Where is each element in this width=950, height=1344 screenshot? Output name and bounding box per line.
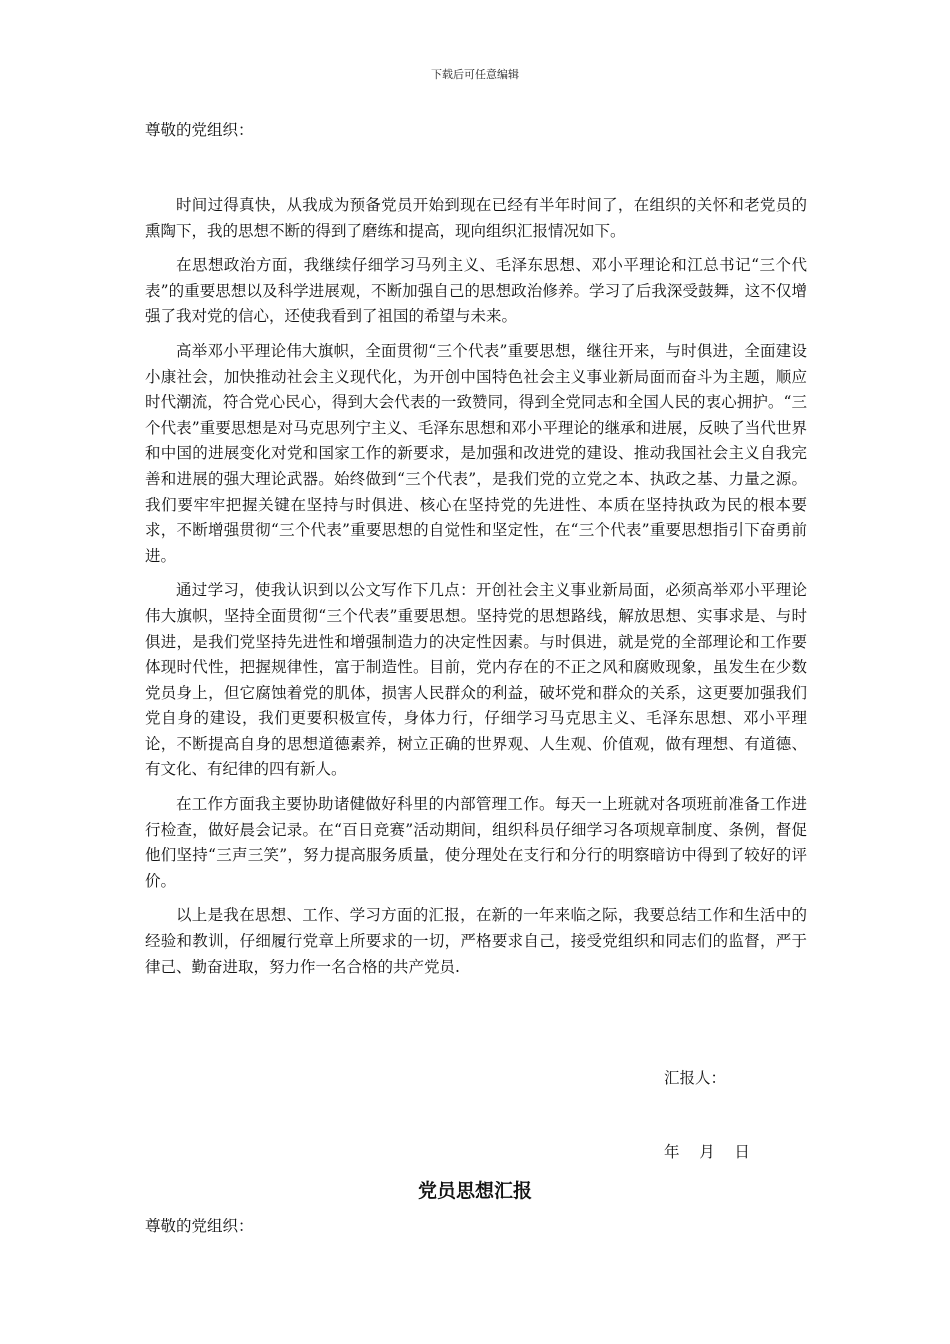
paragraph-3: 高举邓小平理论伟大旗帜，全面贯彻“三个代表”重要思想，继往开来，与时俱进，全面建设小康社会，加快推动社会主义现代化，为开创中国特色社会主义事业新局面而奋斗为主题，顺应时代潮流，符合党心民心，得到大会代表的一致赞同，得到全党同志和全国人民的衷心拥护。“三个代表”重要思想是对马克思列宁主义、毛泽东思想和邓小平理论的继承和进展，反映了当代世界和中国的进展变化对党和国家工作的新要求，是加强和改进党的建设、推动我国社会主义自我完善和进展的强大理论武器。始终做到“三个代表”，是我们党的立党之本、执政之基、力量之源。我们要牢牢把握关键在坚持与时俱进、核心在坚持党的先进性、本质在坚持执政为民的根本要求，不断增强贯彻“三个代表”重要思想的自觉性和坚定性，在“三个代表”重要思想指引下奋勇前进。	[145, 341, 807, 565]
paragraph-4: 通过学习，使我认识到以公文写作下几点：开创社会主义事业新局面，必须高举邓小平理论伟大旗帜，坚持全面贯彻“三个代表”重要思想。坚持党的思想路线，解放思想、实事求是、与时俱进，是我们党坚持先进性和增强制造力的决定性因素。与时俱进，就是党的全部理论和工作要体现时代性，把握规律性，富于制造性。目前，党内存在的不正之风和腐败现象，虽发生在少数党员身上，但它腐蚀着党的肌体，损害人民群众的利益，破坏党和群众的关系，这更要加强我们党自身的建设，我们更要积极宣传，身体力行，仔细学习马克思主义、毛泽东思想、邓小平理论，不断提高自身的思想道德素养，树立正确的世界观、人生观、价值观，做有理想、有道德、有文化、有纪律的四有新人。	[145, 581, 807, 779]
header-note: 下载后可任意编辑	[431, 68, 519, 81]
salutation: 尊敬的党组织：	[145, 121, 254, 139]
date-line: 年 月 日	[664, 1143, 750, 1161]
salutation-second: 尊敬的党组织：	[145, 1217, 254, 1235]
signer-label: 汇报人：	[664, 1069, 727, 1087]
paragraph-6: 以上是我在思想、工作、学习方面的汇报，在新的一年来临之际，我要总结工作和生活中的经验和教训，仔细履行党章上所要求的一切，严格要求自己，接受党组织和同志们的监督，严于律己、勤奋进取，努力作一名合格的共产党员.	[145, 906, 807, 976]
paragraph-5: 在工作方面我主要协助诸健做好科里的内部管理工作。每天一上班就对各项班前准备工作进行检查，做好晨会记录。在“百日竞赛”活动期间，组织科员仔细学习各项规章制度、条例，督促他们坚持“三声三笑”，努力提高服务质量，使分理处在支行和分行的明察暗访中得到了较好的评价。	[145, 795, 807, 890]
report-body	[145, 193, 807, 989]
paragraph-2: 在思想政治方面，我继续仔细学习马列主义、毛泽东思想、邓小平理论和江总书记“三个代表”的重要思想以及科学进展观，不断加强自己的思想政治修养。学习了后我深受鼓舞，这不仅增强了我对党的信心，还使我看到了祖国的希望与未来。	[145, 256, 807, 326]
report-title: 党员思想汇报	[417, 1180, 532, 1202]
paragraph-1: 时间过得真快，从我成为预备党员开始到现在已经有半年时间了，在组织的关怀和老党员的熏陶下，我的思想不断的得到了磨练和提高，现向组织汇报情况如下。	[145, 196, 807, 240]
